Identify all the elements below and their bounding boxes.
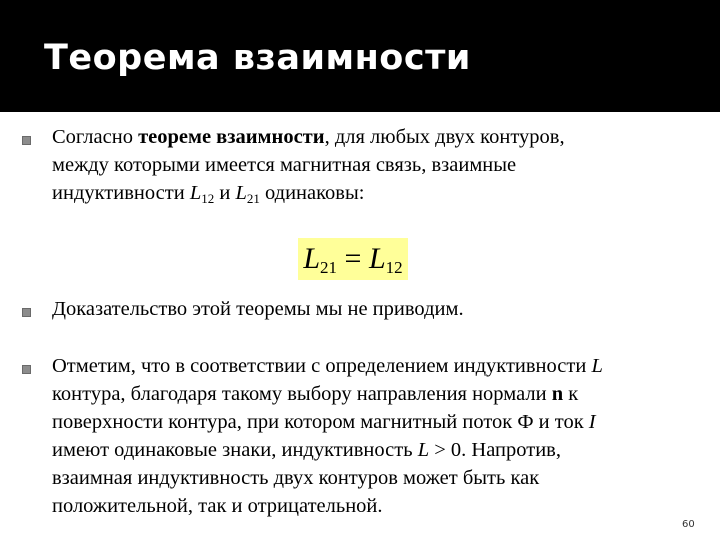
slide-content (0, 112, 720, 540)
text: индуктивности (52, 182, 190, 204)
text: Согласно (52, 126, 139, 148)
symbol-L: L (189, 182, 202, 204)
page-number: 60 (682, 519, 695, 530)
text: к (563, 383, 579, 405)
symbol-L: L (591, 355, 603, 377)
paragraph-inductance (52, 352, 692, 520)
slide-title: Теорема взаимности (44, 38, 471, 78)
formula-highlight (298, 238, 408, 280)
formula-rhs: L (368, 242, 386, 275)
text: между которыми имеется магнитная связь, взаимные (52, 154, 517, 176)
text: , для любых двух контуров, (324, 126, 565, 148)
text: взаимная индуктивность двух контуров может быть как (52, 467, 540, 489)
text: контура, благодаря такому выбору направления нормали (52, 383, 552, 405)
bullet-icon (22, 365, 31, 374)
paragraph-reciprocity (52, 123, 692, 207)
paragraph-proof (52, 295, 692, 323)
text: Доказательство этой теоремы мы не приводим. (52, 298, 464, 320)
text: поверхности контура, при котором магнитный поток Ф и ток (52, 411, 589, 433)
symbol-I: I (588, 411, 596, 433)
subscript: 12 (201, 191, 215, 206)
symbol-L: L (235, 182, 247, 204)
bullet-icon (22, 308, 31, 317)
subscript: 21 (246, 191, 260, 206)
symbol-L: L (417, 439, 430, 461)
text: и (214, 182, 236, 204)
bullet-icon (22, 136, 31, 145)
title-bar (0, 0, 720, 112)
formula-lhs-sub: 21 (320, 258, 338, 277)
formula-rhs-sub: 12 (385, 258, 403, 277)
text: положительной, так и отрицательной. (52, 495, 383, 517)
formula-equals: = (337, 242, 369, 275)
formula-lhs: L (303, 242, 321, 275)
text: > 0. Напротив, (429, 439, 561, 461)
text: имеют одинаковые знаки, индуктивность (52, 439, 418, 461)
text: одинаковы: (259, 182, 365, 204)
term-reciprocity: теореме взаимности (138, 126, 325, 148)
text: Отметим, что в соответствии с определением индуктивности (52, 355, 592, 377)
symbol-n: n (551, 383, 564, 405)
